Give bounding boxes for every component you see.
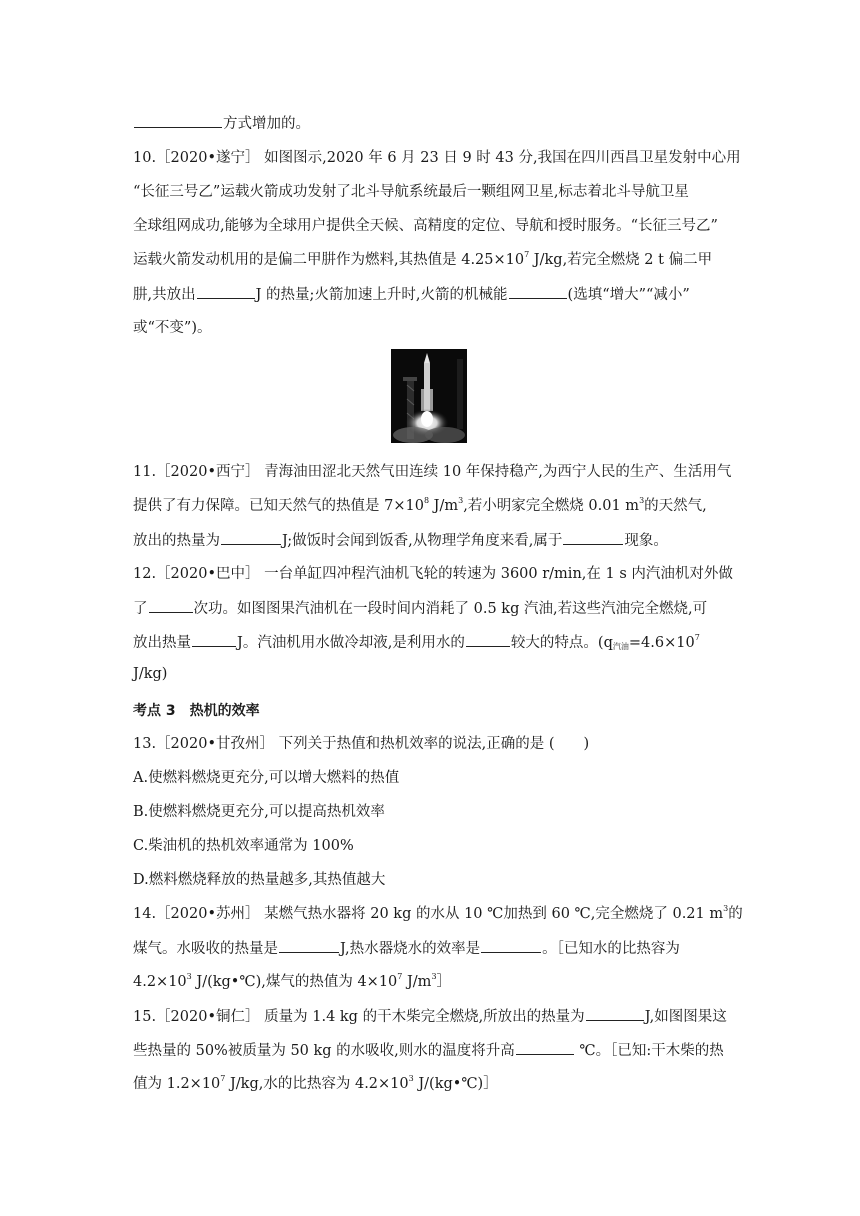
- exponent: 3: [186, 972, 192, 981]
- q15-text: 值为 1.2×10: [133, 1076, 221, 1092]
- exponent: 3: [723, 904, 729, 913]
- q10-text: (选填“增大”“减小”: [567, 287, 690, 303]
- rocket-launch-photo: [391, 349, 467, 443]
- q10-line-3: 全球组网成功,能够为全球用户提供全天候、高精度的定位、导航和授时服务。“长征三号乙”: [133, 218, 718, 234]
- exponent: 3: [431, 972, 437, 981]
- q11-text: 的天然气,: [644, 498, 707, 514]
- section-heading: 考点 3 热机的效率: [133, 703, 260, 719]
- q12-text: 较大的特点。(q: [510, 635, 613, 651]
- exponent: 7: [397, 972, 403, 981]
- answer-blank[interactable]: [221, 530, 281, 545]
- q15-line-1: [133, 1006, 727, 1027]
- q13-option-a[interactable]: A.使燃料燃烧更充分,可以增大燃料的热值: [133, 770, 400, 786]
- q14-text: 的: [728, 906, 743, 922]
- exponent: 8: [423, 496, 430, 505]
- q14-text: J/m: [402, 974, 432, 990]
- q10-text: 运载火箭发动机用的是偏二甲肼作为燃料,其热值是 4.25×10: [133, 252, 525, 268]
- q11-line-1: 11.［2020•西宁］ 青海油田涩北天然气田连续 10 年保持稳产,为西宁人民的生产、生活用气: [133, 464, 732, 480]
- q14-text: 4.2×10: [133, 974, 187, 990]
- q11-text: J/m: [429, 498, 459, 514]
- answer-blank[interactable]: [563, 530, 623, 545]
- q12-text: 次功。如图图果汽油机在一段时间内消耗了 0.5 kg 汽油,若这些汽油完全燃烧,可: [193, 601, 708, 617]
- q15-line-3: [133, 1074, 498, 1094]
- exponent: 7: [694, 633, 700, 642]
- q11-text: 现象。: [624, 533, 668, 549]
- q15-text: ℃。［已知:干木柴的热: [574, 1043, 724, 1059]
- answer-blank[interactable]: [149, 598, 193, 613]
- answer-blank[interactable]: [586, 1006, 644, 1021]
- q10-line-4: [133, 250, 712, 270]
- exponent: 3: [458, 496, 464, 505]
- q12-line-2: [133, 598, 707, 619]
- rocket-launch-icon: [391, 349, 467, 443]
- q14-text: J,热水器烧水的效率是: [340, 941, 481, 957]
- q12-text: =4.6×10: [628, 635, 695, 651]
- q13-option-b[interactable]: B.使燃料燃烧更充分,可以提高热机效率: [133, 804, 385, 820]
- q11-line-2: [133, 496, 707, 516]
- answer-blank[interactable]: [197, 284, 255, 299]
- q15-line-2: [133, 1040, 724, 1061]
- q15-text: 些热量的 50%被质量为 50 kg 的水吸收,则水的温度将升高: [133, 1043, 515, 1059]
- q14-line-3: [133, 972, 451, 992]
- q11-text: ,若小明家完全燃烧 0.01 m: [463, 498, 640, 514]
- subscript: 汽油: [612, 642, 629, 651]
- q11-text: 放出的热量为: [133, 533, 220, 549]
- q13-option-d[interactable]: D.燃料燃烧释放的热量越多,其热值越大: [133, 872, 386, 888]
- q14-text: 煤气。水吸收的热量是: [133, 941, 278, 957]
- q12-line-3: [133, 632, 700, 653]
- q12-line-1: 12.［2020•巴中］ 一台单缸四冲程汽油机飞轮的转速为 3600 r/min,在 1 s 内汽油机对外做: [133, 566, 733, 582]
- answer-blank[interactable]: [192, 632, 236, 647]
- q10-line-6: 或“不变”)。: [133, 320, 212, 336]
- q12-text: J。汽油机用水做冷却液,是利用水的: [237, 635, 465, 651]
- q14-text: 14.［2020•苏州］ 某燃气热水器将 20 kg 的水从 10 ℃加热到 60 ℃,完全燃烧了 0.21 m: [133, 906, 724, 922]
- q9-tail-text: 方式增加的。: [223, 116, 310, 132]
- q12-line-4: J/kg): [133, 666, 168, 682]
- q15-text: J/(kg•℃)］: [413, 1076, 498, 1092]
- answer-blank[interactable]: [466, 632, 510, 647]
- q10-line-5: [133, 284, 690, 305]
- q11-text: 提供了有力保障。已知天然气的热值是 7×10: [133, 498, 424, 514]
- q10-line-2: “长征三号乙”运载火箭成功发射了北斗导航系统最后一颗组网卫星,标志着北斗导航卫星: [133, 184, 689, 200]
- q15-text: J/kg,水的比热容为 4.2×10: [225, 1076, 409, 1092]
- q15-text: J,如图图果这: [644, 1009, 727, 1025]
- exponent: 3: [408, 1074, 414, 1083]
- answer-blank[interactable]: [516, 1040, 574, 1055]
- q10-text: J/kg,若完全燃烧 2 t 偏二甲: [529, 252, 713, 268]
- q12-text: 放出热量: [133, 635, 191, 651]
- answer-blank[interactable]: [279, 938, 339, 953]
- answer-blank[interactable]: [481, 938, 541, 953]
- q10-text: 肼,共放出: [133, 287, 196, 303]
- q9-tail-line: [133, 113, 310, 134]
- q14-text: J/(kg•℃),煤气的热值为 4×10: [191, 974, 398, 990]
- q10-text: J 的热量;火箭加速上升时,火箭的机械能: [255, 287, 508, 303]
- q14-text: 。［已知水的比热容为: [542, 941, 680, 957]
- q14-line-2: [133, 938, 680, 959]
- exponent: 7: [524, 250, 530, 259]
- q14-line-1: [133, 904, 743, 924]
- exponent: 7: [220, 1074, 226, 1083]
- q15-text: 15.［2020•铜仁］ 质量为 1.4 kg 的干木柴完全燃烧,所放出的热量为: [133, 1009, 585, 1025]
- q13-stem: 13.［2020•甘孜州］ 下列关于热值和热机效率的说法,正确的是 ( ): [133, 736, 590, 752]
- q13-option-c[interactable]: C.柴油机的热机效率通常为 100%: [133, 838, 354, 854]
- q14-text: ］: [436, 974, 452, 990]
- q12-text: 了: [133, 601, 148, 617]
- answer-blank[interactable]: [509, 284, 567, 299]
- q11-line-3: [133, 530, 668, 551]
- q10-line-1: 10.［2020•遂宁］ 如图图示,2020 年 6 月 23 日 9 时 43 分,我国在四川西昌卫星发射中心用: [133, 150, 741, 166]
- answer-blank[interactable]: [134, 113, 222, 128]
- exponent: 3: [639, 496, 645, 505]
- q11-text: J;做饭时会闻到饭香,从物理学角度来看,属于: [282, 533, 563, 549]
